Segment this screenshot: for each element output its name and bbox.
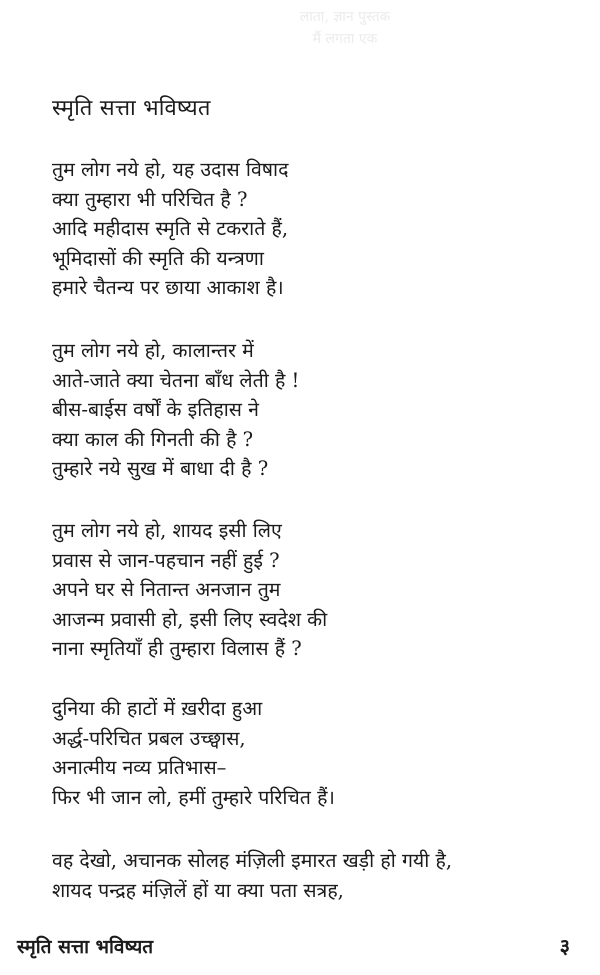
verse-line: शायद पन्द्रह मंज़िलें हों या क्या पता सत्रह, <box>52 878 344 902</box>
verse-line: वह देखो, अचानक सोलह मंज़िली इमारत खड़ी हो गयी है, <box>52 849 453 872</box>
verse-line: प्रवास से जान-पहचान नहीं हुई ? <box>52 548 280 572</box>
running-footer-title: स्मृति सत्ता भविष्यत <box>17 936 154 958</box>
verse-line: क्या तुम्हारा भी परिचित है ? <box>52 187 248 211</box>
page-number: ३ <box>559 934 570 958</box>
poem-title: स्मृति सत्ता भविष्यत <box>52 96 211 121</box>
verse-line: दुनिया की हाटों में ख़रीदा हुआ <box>52 697 263 720</box>
bleed-through-line: लाता, ज्ञान पुस्तक <box>299 9 391 25</box>
stanza-3 <box>52 516 327 664</box>
stanza-4 <box>52 694 335 812</box>
verse-line: बीस-बाईस वर्षों के इतिहास ने <box>52 398 259 421</box>
verse-line: तुम लोग नये हो, यह उदास विषाद <box>52 158 289 181</box>
verse-line: अर्द्ध-परिचित प्रबल उच्छ्वास, <box>52 726 246 750</box>
verse-line: तुम लोग नये हो, शायद इसी लिए <box>52 519 282 542</box>
verse-line: नाना स्मृतियाँ ही तुम्हारा विलास हैं ? <box>52 637 302 660</box>
verse-line: अपने घर से नितान्त अनजान तुम <box>52 578 281 601</box>
verse-line: फिर भी जान लो, हमीं तुम्हारे परिचित हैं। <box>52 785 335 809</box>
stanza-2 <box>52 336 299 484</box>
verse-line: तुम लोग नये हो, कालान्तर में <box>52 339 254 362</box>
verse-line: तुम्हारे नये सुख में बाधा दी है ? <box>52 457 269 480</box>
verse-line: क्या काल की गिनती की है ? <box>52 427 254 451</box>
stanza-1 <box>52 155 288 303</box>
verse-line: हमारे चैतन्य पर छाया आकाश है। <box>52 276 284 299</box>
verse-line: अनात्मीय नव्य प्रतिभास– <box>52 756 227 779</box>
bleed-through-line: मैं लगता एक <box>312 31 378 47</box>
verse-line: आदि महीदास स्मृति से टकराते हैं, <box>52 217 289 240</box>
verse-line: आते-जाते क्या चेतना बाँध लेती है ! <box>52 368 300 392</box>
stanza-5 <box>52 846 452 905</box>
verse-line: आजन्म प्रवासी हो, इसी लिए स्वदेश की <box>52 607 328 631</box>
verse-line: भूमिदासों की स्मृति की यन्त्रणा <box>52 246 264 270</box>
bleed-through-text <box>250 6 440 56</box>
